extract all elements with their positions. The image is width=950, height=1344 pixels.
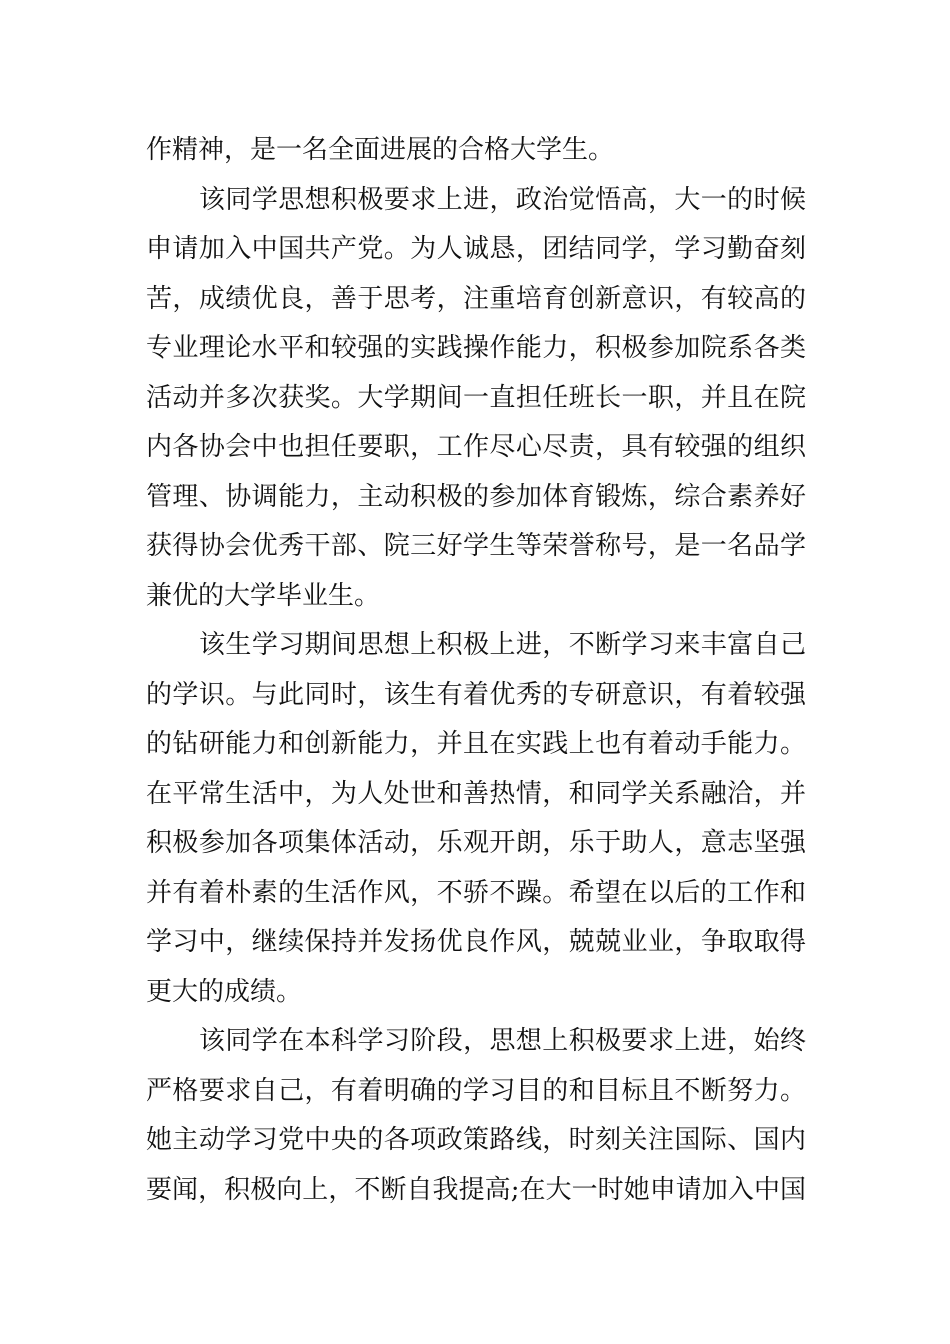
text-line: 活动并多次获奖。大学期间一直担任班长一职，并且在院	[146, 382, 806, 413]
text-line: 作精神，是一名全面进展的合格大学生。	[146, 135, 615, 165]
text-line: 专业理论水平和较强的实践操作能力，积极参加院系各类	[146, 333, 806, 363]
text-line: 兼优的大学毕业生。	[146, 580, 381, 611]
text-line: 学习中，继续保持并发扬优良作风，兢兢业业，争取取得	[146, 927, 806, 957]
paragraph-first-line: 该生学习期间思想上积极上进，不断学习来丰富自己	[199, 630, 806, 660]
text-line: 管理、协调能力，主动积极的参加体育锻炼，综合素养好	[146, 481, 806, 512]
text-line: 并有着朴素的生活作风，不骄不躁。希望在以后的工作和	[146, 877, 806, 908]
text-line: 内各协会中也担任要职，工作尽心尽责，具有较强的组织	[146, 432, 806, 462]
text-line: 的钻研能力和创新能力，并且在实践上也有着动手能力。	[146, 729, 806, 759]
text-line: 积极参加各项集体活动，乐观开朗，乐于助人，意志坚强	[146, 828, 806, 858]
text-line: 更大的成绩。	[146, 976, 303, 1007]
text-line: 要闻，积极向上，不断自我提高;在大一时她申请加入中国	[146, 1174, 806, 1205]
paragraph-first-line: 该同学思想积极要求上进，政治觉悟高，大一的时候	[199, 184, 806, 215]
text-line: 在平常生活中，为人处世和善热情，和同学关系融洽，并	[146, 778, 806, 809]
text-line: 的学识。与此同时，该生有着优秀的专研意识，有着较强	[146, 679, 806, 710]
text-line: 严格要求自己，有着明确的学习目的和目标且不断努力。	[146, 1075, 806, 1106]
text-line: 获得协会优秀干部、院三好学生等荣誉称号，是一名品学	[146, 531, 806, 561]
text-line: 她主动学习党中央的各项政策路线，时刻关注国际、国内	[146, 1125, 806, 1155]
body-text	[146, 126, 806, 1215]
text-line: 苦，成绩优良，善于思考，注重培育创新意识，有较高的	[146, 283, 806, 314]
paragraph-first-line: 该同学在本科学习阶段，思想上积极要求上进，始终	[199, 1026, 806, 1056]
text-line: 申请加入中国共产党。为人诚恳，团结同学，学习勤奋刻	[146, 234, 806, 264]
